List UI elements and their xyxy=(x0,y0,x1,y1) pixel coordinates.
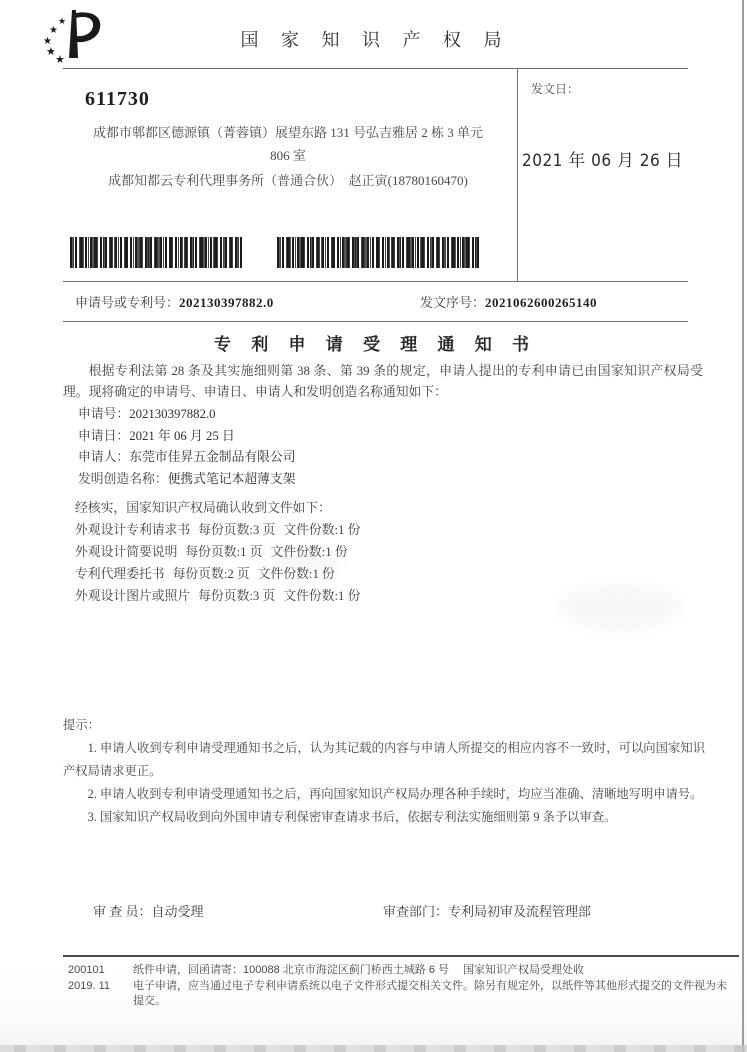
examining-department: 审查部门：专利局初审及流程管理部 xyxy=(383,904,592,919)
form-code: 200101 xyxy=(68,964,105,976)
barcode-serial-number xyxy=(277,237,479,268)
determined-fields xyxy=(78,404,296,490)
field-filing-date: 申请日：2021 年 06 月 25 日 xyxy=(78,428,235,443)
field-application-number: 申请号：202130397882.0 xyxy=(78,407,216,421)
barcode-application-number xyxy=(70,237,242,268)
serial-number-value: 2021062600265140 xyxy=(485,295,598,310)
application-number-value: 202130397882.0 xyxy=(179,295,274,310)
numbers-row xyxy=(75,292,700,311)
document-row: 外观设计专利请求书 每份页数:3 页 文件份数:1 份 xyxy=(75,523,361,537)
field-applicant: 申请人：东莞市佳昇五金制品有限公司 xyxy=(78,450,296,464)
tips-section xyxy=(63,714,705,829)
footer-rule xyxy=(63,955,739,957)
svg-text:★: ★ xyxy=(55,54,65,66)
document-row: 外观设计简要说明 每份页数:1 页 文件份数:1 份 xyxy=(75,545,348,559)
serial-number xyxy=(420,292,597,311)
page-edge-line xyxy=(742,0,744,1052)
e-filing-line: 电子申请，应当通过电子专利申请系统以电子文件形式提交相关文件。除另有规定外，以纸件等其他形式提交的文件视为未提交。 xyxy=(133,979,727,1007)
confirm-intro: 经核实，国家知识产权局确认收到文件如下： xyxy=(75,501,331,515)
svg-text:★: ★ xyxy=(49,25,58,36)
patent-agency-line: 成都知都云专利代理事务所（普通合伙） 赵正寅(18780160470) xyxy=(108,173,468,188)
form-revision-date: 2019. 11 xyxy=(68,979,111,992)
svg-text:★: ★ xyxy=(43,36,52,47)
notice-intro-paragraph: 根据专利法第 28 条及其实施细则第 38 条、第 39 条的规定，申请人提出的专利申请已由国家知识产权局受理。现将确定的申请号、申请日、申请人和发明创造名称通知如下： xyxy=(63,364,703,399)
footer xyxy=(68,963,740,1010)
field-invention-title: 发明创造名称：便携式笔记本超薄支架 xyxy=(78,471,296,486)
numbers-rule xyxy=(63,321,688,322)
recipient-address-line2: 806 室 xyxy=(270,148,306,163)
form-codes xyxy=(68,963,132,994)
tip-item-1: 1. 申请人收到专利申请受理通知书之后，认为其记载的内容与申请人所提交的相应内容不一致时，可以向国家知识产权局请求更正。 xyxy=(63,741,705,778)
signoff-row xyxy=(93,901,703,920)
svg-text:★: ★ xyxy=(58,16,67,26)
scan-smudge xyxy=(560,585,680,630)
document-row: 外观设计图片或照片 每份页数:3 页 文件份数:1 份 xyxy=(75,589,361,603)
tip-item-2: 2. 申请人收到专利申请受理通知书之后，再向国家知识产权局办理各种手续时，均应当准确、清晰地写明申请号。 xyxy=(87,787,703,801)
serial-number-label: 发文序号： xyxy=(420,295,486,310)
application-number-label: 申请号或专利号： xyxy=(75,295,180,310)
notice-title: 专 利 申 请 受 理 通 知 书 xyxy=(214,335,537,354)
agency-title: 国 家 知 识 产 权 局 xyxy=(240,30,511,50)
header-rule xyxy=(63,68,688,69)
recipient-address-line1: 成都市郫都区德源镇（菁蓉镇）展望东路 131 号弘吉雅居 2 栋 3 单元 xyxy=(92,125,483,140)
paper-filing-line: 纸件申请，回函请寄：100088 北京市海淀区蓟门桥西土城路 6 号 国家知识产权局受理处收 xyxy=(133,964,585,976)
dispatch-date-value: 2021 年 06 月 26 日 xyxy=(522,151,684,171)
svg-text:★: ★ xyxy=(46,46,56,58)
date-box-divider xyxy=(517,68,518,281)
tips-heading: 提示： xyxy=(63,718,100,732)
scan-bottom-edge xyxy=(0,1045,747,1052)
postal-code: 611730 xyxy=(85,88,150,110)
examiner: 审 查 员：自动受理 xyxy=(93,904,204,919)
mid-rule xyxy=(63,281,688,282)
scan-smudge xyxy=(270,550,340,575)
document-row: 专利代理委托书 每份页数:2 页 文件份数:1 份 xyxy=(75,567,335,581)
dispatch-date-label: 发文日： xyxy=(531,82,580,96)
footer-instructions xyxy=(133,963,737,1010)
tip-item-3: 3. 国家知识产权局收到向外国申请专利保密审查请求书后，依据专利法实施细则第 9 条予以审查。 xyxy=(87,810,617,824)
